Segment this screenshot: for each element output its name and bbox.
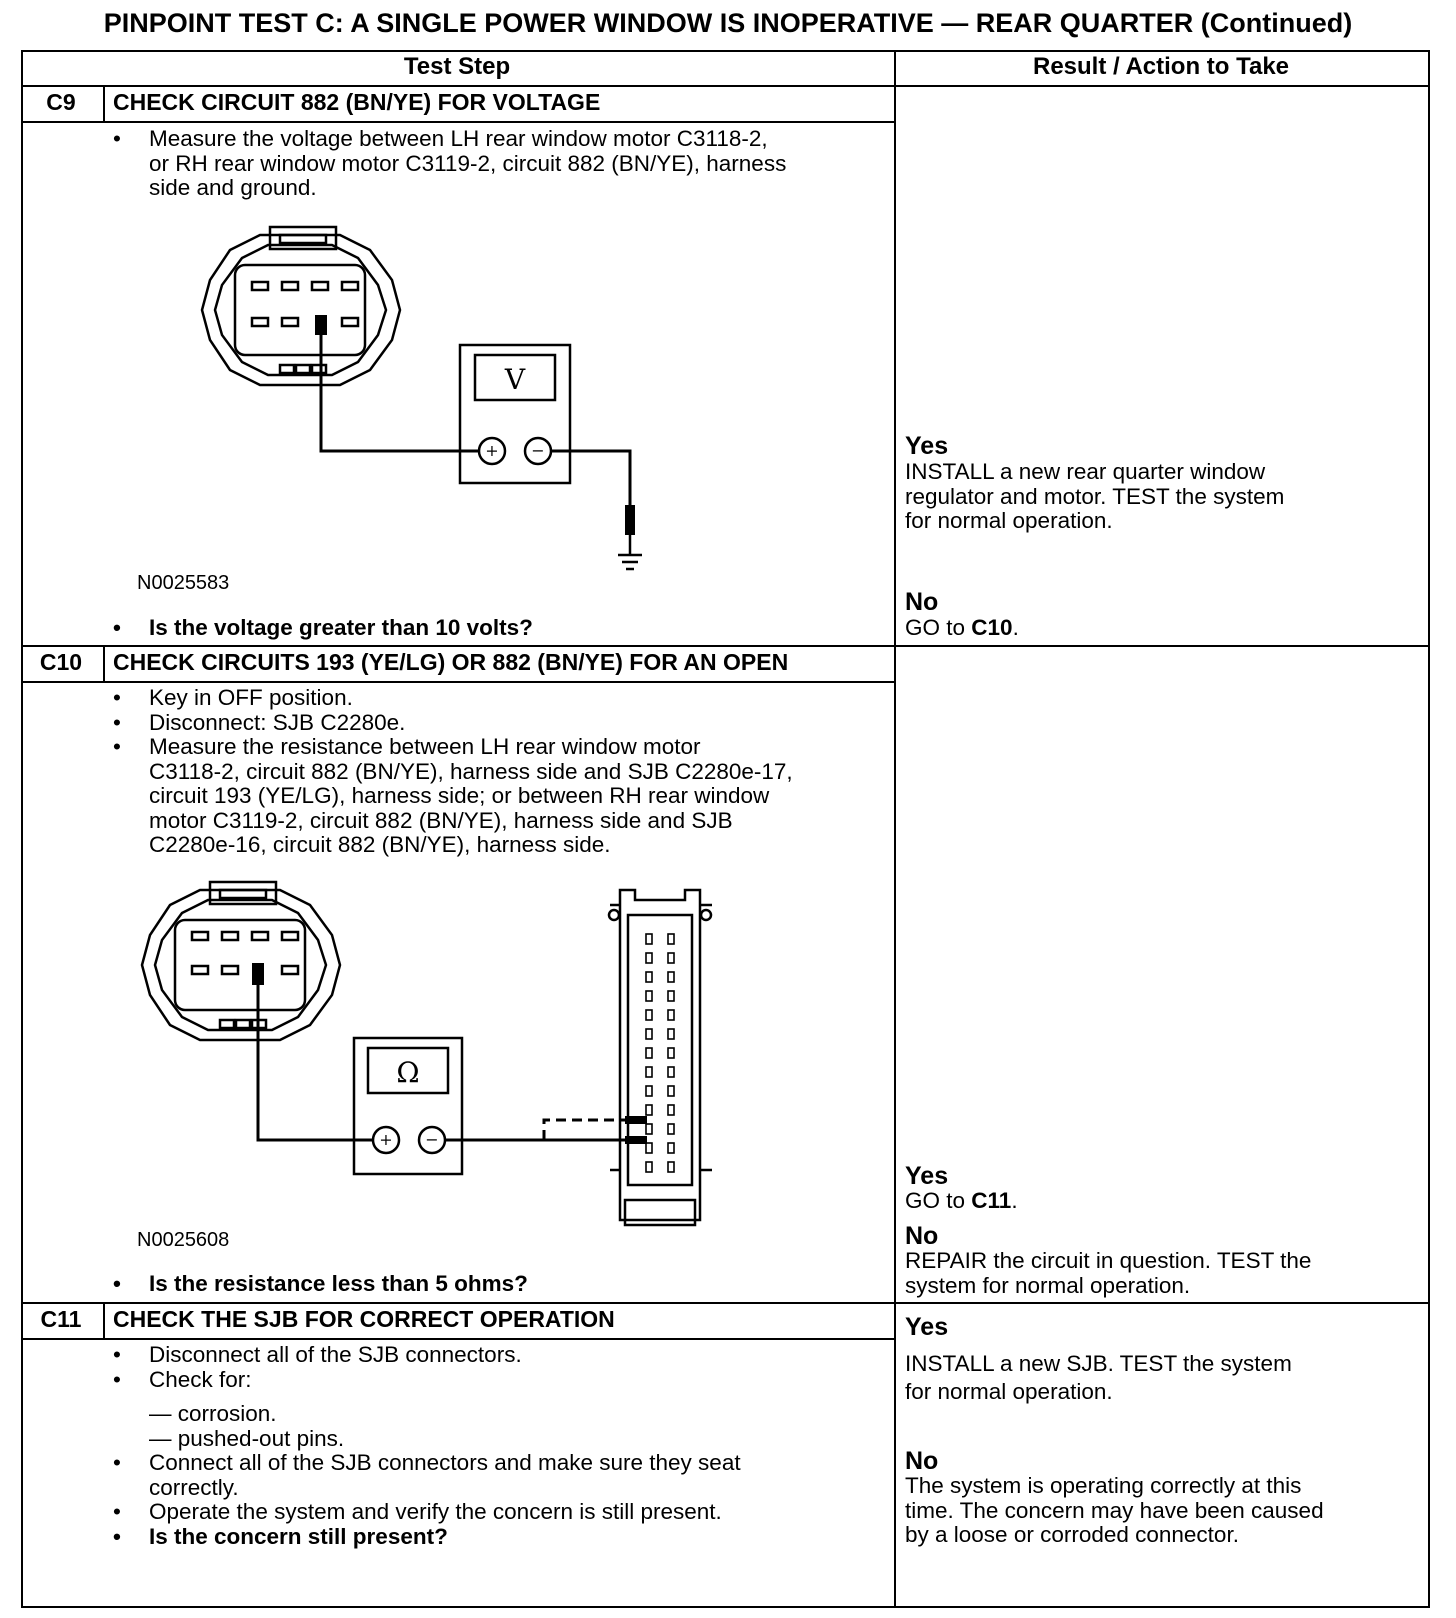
c9-instructions xyxy=(113,127,873,201)
c10-instruction: • Key in OFF position. xyxy=(113,686,883,711)
c11-instruction: • Disconnect all of the SJB connectors. xyxy=(113,1343,883,1368)
c10-line: • Measure the resistance between LH rear window motor xyxy=(149,734,701,759)
svg-text:+: + xyxy=(485,441,499,460)
c10-figure-id: N0025608 xyxy=(137,1229,230,1251)
c10-no-label: No xyxy=(905,1222,939,1250)
motor-connector-icon xyxy=(202,235,400,385)
c10-c11-divider xyxy=(23,1302,1428,1304)
sjb-connector-icon xyxy=(620,890,700,1220)
meter-display: Ω xyxy=(396,1056,420,1089)
c9-yes-line: regulator and motor. TEST the system xyxy=(905,483,1285,509)
c11-no-line: The system is operating correctly at this xyxy=(905,1473,1302,1498)
c9-id-divider xyxy=(103,85,105,121)
c10-line: circuit 193 (YE/LG), harness side; or between RH rear window xyxy=(149,783,770,808)
c9-yes-line: INSTALL a new rear quarter window xyxy=(905,459,1266,484)
c10-line: motor C3119-2, circuit 882 (BN/YE), harness side and SJB xyxy=(149,807,733,833)
c11-yes-action xyxy=(905,1350,1415,1406)
c10-instructions xyxy=(113,686,883,858)
column-divider xyxy=(894,52,896,1606)
c11-id-divider xyxy=(103,1302,105,1338)
c10-no-line: REPAIR the circuit in question. TEST the xyxy=(905,1248,1312,1273)
svg-text:−: − xyxy=(425,1130,439,1149)
header-divider xyxy=(23,85,1428,87)
step-title-c11: CHECK THE SJB FOR CORRECT OPERATION xyxy=(113,1306,615,1332)
c11-instruction xyxy=(113,1451,883,1500)
c10-id-divider xyxy=(103,645,105,681)
c9-no-ref[interactable]: C10 xyxy=(971,615,1013,640)
c11-yes-label: Yes xyxy=(905,1313,949,1341)
c11-instruction: • Check for: xyxy=(113,1368,883,1393)
c10-yes-prefix: GO to xyxy=(905,1188,972,1213)
c10-instruction xyxy=(113,735,883,858)
c9-instruction xyxy=(113,127,873,201)
step-title-c10: CHECK CIRCUITS 193 (YE/LG) OR 882 (BN/YE) FOR AN OPEN xyxy=(113,649,789,675)
c11-instructions xyxy=(113,1343,883,1549)
c10-yes-label: Yes xyxy=(905,1162,949,1190)
c9-no-suffix: . xyxy=(1012,615,1019,640)
c10-yes-action xyxy=(905,1189,1018,1214)
c11-sub-item: — pushed-out pins. xyxy=(149,1425,345,1451)
c9-line-1: • Measure the voltage between LH rear window motor C3118-2, xyxy=(149,126,768,151)
c9-yes-label: Yes xyxy=(905,432,949,460)
c11-no-action xyxy=(905,1474,1420,1548)
c9-line-3: side and ground. xyxy=(149,175,317,200)
c9-voltage-diagram xyxy=(200,205,680,585)
c9-c10-divider xyxy=(23,645,1428,647)
step-id-c9: C9 xyxy=(46,89,76,115)
c10-resistance-diagram xyxy=(140,870,740,1240)
c10-question-text: • Is the resistance less than 5 ohms? xyxy=(113,1272,528,1297)
c11-no-line: time. The concern may have been caused xyxy=(905,1497,1324,1523)
c9-yes-action xyxy=(905,460,1415,534)
c10-yes-ref[interactable]: C11 xyxy=(971,1188,1012,1213)
c11-no-label: No xyxy=(905,1447,939,1475)
c10-no-line: system for normal operation. xyxy=(905,1272,1191,1298)
c11-yes-line: INSTALL a new SJB. TEST the system xyxy=(905,1351,1292,1376)
motor-connector-icon xyxy=(142,890,340,1040)
c9-yes-line: for normal operation. xyxy=(905,508,1113,533)
header-result: Result / Action to Take xyxy=(1032,53,1290,80)
header-test-step: Test Step xyxy=(403,53,511,80)
c10-line: C3118-2, circuit 882 (BN/YE), harness side and SJB C2280e-17, xyxy=(149,758,793,784)
c11-line: correctly. xyxy=(149,1474,239,1500)
svg-text:+: + xyxy=(379,1130,393,1149)
ground-icon xyxy=(618,535,642,569)
c9-no-prefix: GO to xyxy=(905,615,972,640)
step-id-c11: C11 xyxy=(40,1306,82,1332)
c10-no-action xyxy=(905,1249,1415,1298)
c11-instruction: • Operate the system and verify the concern is still present. xyxy=(113,1500,883,1525)
c10-question xyxy=(113,1272,528,1297)
c10-yes-suffix: . xyxy=(1011,1188,1018,1213)
c9-figure-id: N0025583 xyxy=(137,572,230,594)
c9-title-divider xyxy=(23,121,894,123)
c11-question: • Is the concern still present? xyxy=(113,1525,883,1550)
c9-line-2: or RH rear window motor C3119-2, circuit 882 (BN/YE), harness xyxy=(149,150,787,176)
c9-no-label: No xyxy=(905,588,939,616)
c9-no-action xyxy=(905,616,1019,641)
svg-text:−: − xyxy=(531,441,545,460)
c11-sub-item: — corrosion. xyxy=(149,1401,277,1426)
c10-instruction: • Disconnect: SJB C2280e. xyxy=(113,711,883,736)
c11-line: • Connect all of the SJB connectors and make sure they seat xyxy=(149,1450,741,1475)
c11-title-divider xyxy=(23,1338,894,1340)
meter-display: V xyxy=(504,363,526,396)
step-id-c10: C10 xyxy=(39,649,83,675)
c9-question-text: • Is the voltage greater than 10 volts? xyxy=(113,616,533,641)
c11-no-line: by a loose or corroded connector. xyxy=(905,1522,1239,1547)
c9-question xyxy=(113,616,533,641)
c10-title-divider xyxy=(23,681,894,683)
c11-yes-line: for normal operation. xyxy=(905,1379,1113,1404)
page-title: PINPOINT TEST C: A SINGLE POWER WINDOW IS INOPERATIVE — REAR QUARTER (Continued) xyxy=(103,8,1353,38)
c10-line: C2280e-16, circuit 882 (BN/YE), harness side. xyxy=(149,832,611,857)
step-title-c9: CHECK CIRCUIT 882 (BN/YE) FOR VOLTAGE xyxy=(113,89,601,115)
